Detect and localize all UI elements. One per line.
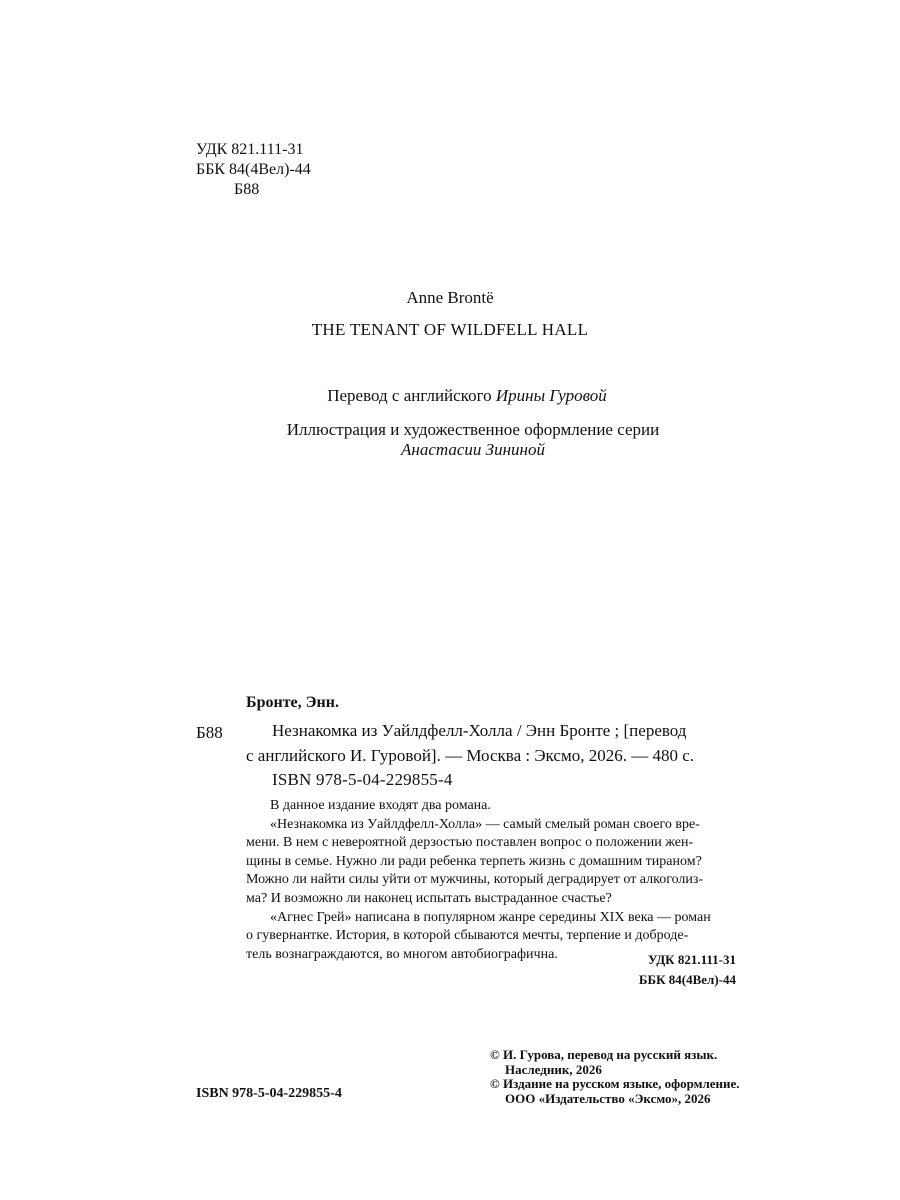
bbk-code-bottom: ББК 84(4Вел)-44: [638, 972, 736, 987]
translation-prefix: Перевод с английского: [327, 386, 492, 405]
annotation-line: ма? И возможно ли наконец испытать выстраданное счастье?: [246, 890, 612, 906]
bibliographic-author-mark: Б88: [196, 723, 223, 742]
annotation-line: о гувернантке. История, в которой сбываются мечты, терпение и доброде-: [246, 928, 689, 944]
annotation-line: щины в семье. Нужно ли ради ребенка терпеть жизнь с домашним тираном?: [246, 853, 702, 869]
copyright-block: [490, 1048, 740, 1106]
illustration-prefix: Иллюстрация и художественное оформление серии: [286, 420, 660, 439]
author-mark: Б88: [234, 181, 260, 198]
bibliographic-line-2: с английского И. Гуровой]. — Москва : Эксмо, 2026. — 480 с.: [246, 746, 694, 765]
annotation-paragraph-2: [246, 816, 738, 909]
copyright-line-1: © И. Гурова, перевод на русский язык.: [490, 1047, 718, 1062]
annotation-line: «Незнакомка из Уайлдфелл-Холла» — самый смелый роман своего вре-: [270, 816, 700, 832]
annotation: [246, 797, 738, 964]
udk-code-bottom: УДК 821.111-31: [648, 952, 736, 967]
bibliographic-author-heading: Бронте, Энн.: [246, 694, 339, 711]
isbn-main: ISBN 978-5-04-229855-4: [272, 770, 453, 789]
udk-code: УДК 821.111-31: [196, 141, 304, 158]
annotation-line: «Агнес Грей» написана в популярном жанре середины XIX века — роман: [270, 909, 711, 925]
bbk-code: ББК 84(4Вел)-44: [196, 161, 311, 178]
annotation-line: тель вознаграждаются, во многом автобиографична.: [246, 946, 558, 962]
illustration-credit: [0, 420, 900, 460]
copyright-line-2: Наследник, 2026: [505, 1061, 602, 1077]
bibliographic-description: [246, 718, 742, 768]
annotation-paragraph-1: В данное издание входят два романа.: [270, 798, 491, 813]
classification-bottom: [580, 950, 736, 990]
classification-block: [196, 140, 311, 200]
translator-name: Ирины Гуровой: [495, 386, 607, 405]
annotation-line: Можно ли найти силы уйти от мужчины, который деградирует от алкоголиз-: [246, 872, 704, 888]
original-title: THE TENANT OF WILDFELL HALL: [311, 320, 589, 339]
isbn-bottom: ISBN 978-5-04-229855-4: [196, 1086, 342, 1101]
original-author: Anne Brontë: [406, 288, 494, 307]
copyright-line-4: ООО «Издательство «Эксмо», 2026: [505, 1090, 711, 1106]
illustrator-name: Анастасии Зининой: [401, 440, 545, 459]
bibliographic-line-1: Незнакомка из Уайлдфелл-Холла / Энн Бронте ; [перевод: [272, 721, 687, 740]
copyright-line-3: © Издание на русском языке, оформление.: [490, 1076, 740, 1091]
annotation-line: мени. В нем с невероятной дерзостью поставлен вопрос о положении жен-: [246, 835, 694, 851]
translation-credit: [0, 386, 900, 406]
